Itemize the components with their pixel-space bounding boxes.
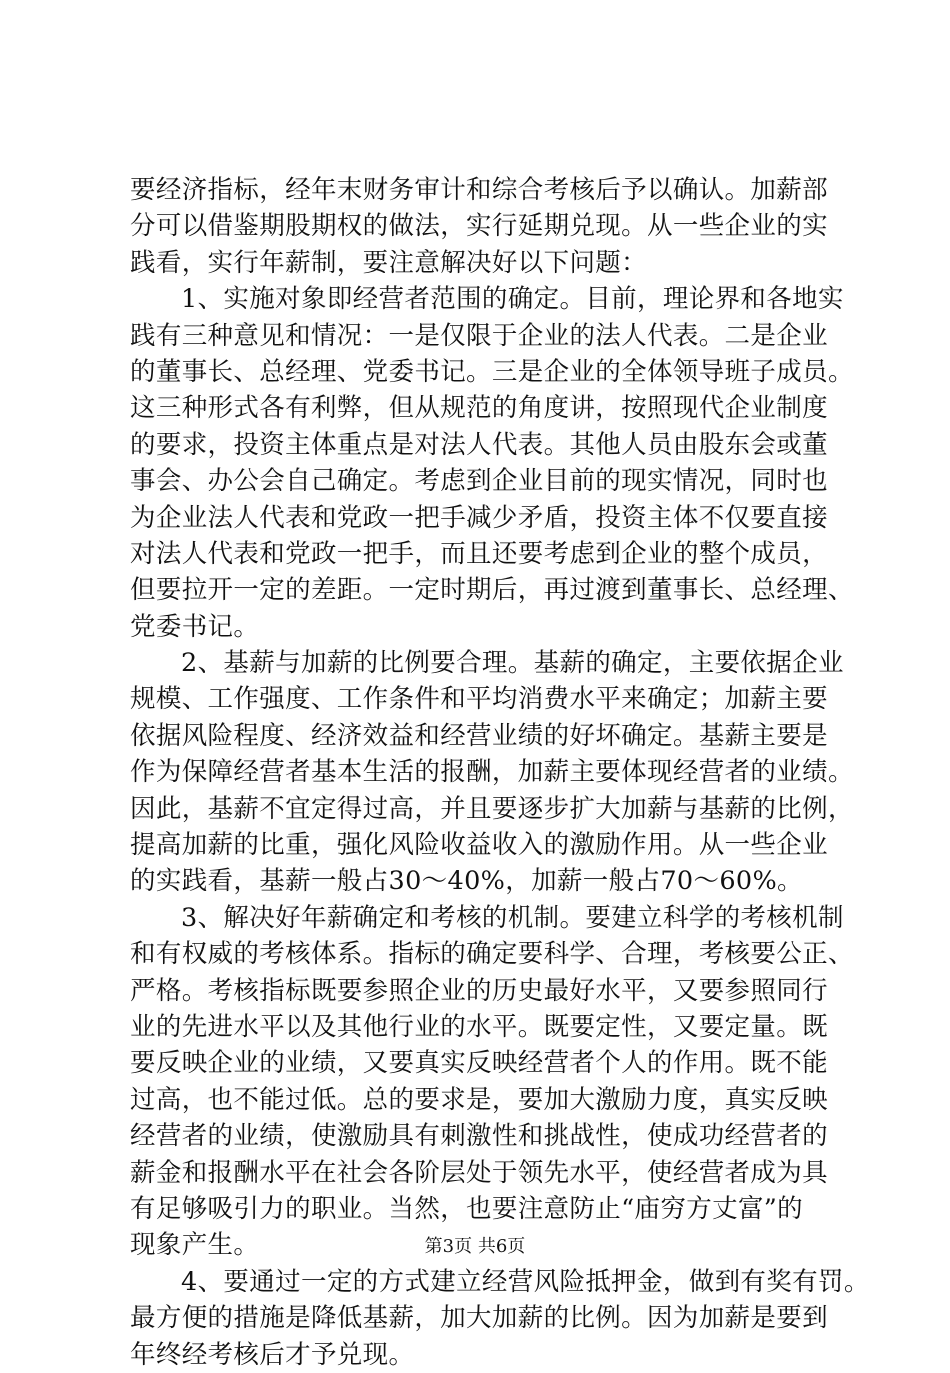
text-line: 分可以借鉴期股期权的做法，实行延期兑现。从一些企业的实 bbox=[130, 211, 828, 242]
paragraph-4-start: 4、要通过一定的方式建立经营风险抵押金，做到有奖有罚。 bbox=[181, 1266, 870, 1297]
text-line: 提高加薪的比重，强化风险收益收入的激励作用。从一些企业 bbox=[130, 830, 828, 861]
paragraph-2-start: 2、基薪与加薪的比例要合理。基薪的确定，主要依据企业 bbox=[181, 648, 844, 679]
text-line: 作为保障经营者基本生活的报酬，加薪主要体现经营者的业绩。 bbox=[130, 757, 854, 788]
text-line: 对法人代表和党政一把手，而且还要考虑到企业的整个成员， bbox=[130, 538, 828, 569]
text-line: 薪金和报酬水平在社会各阶层处于领先水平，使经营者成为具 bbox=[130, 1157, 828, 1188]
text-line: 年终经考核后才予兑现。 bbox=[130, 1339, 415, 1370]
paragraph-3-start: 3、解决好年薪确定和考核的机制。要建立科学的考核机制 bbox=[181, 902, 844, 933]
text-line: 规模、工作强度、工作条件和平均消费水平来确定；加薪主要 bbox=[130, 684, 828, 715]
text-line: 践有三种意见和情况：一是仅限于企业的法人代表。二是企业 bbox=[130, 320, 828, 351]
text-line: 践看，实行年薪制，要注意解决好以下问题： bbox=[130, 247, 648, 278]
text-line: 的实践看，基薪一般占30～40%，加薪一般占70～60%。 bbox=[130, 866, 803, 897]
text-line: 事会、办公会自己确定。考虑到企业目前的现实情况，同时也 bbox=[130, 466, 828, 497]
text-line: 和有权威的考核体系。指标的确定要科学、合理，考核要公正、 bbox=[130, 939, 854, 970]
text-line: 党委书记。 bbox=[130, 611, 260, 642]
page-number-label: 第3页 共6页 bbox=[424, 1236, 526, 1257]
paragraph-1-start: 1、实施对象即经营者范围的确定。目前，理论界和各地实 bbox=[181, 284, 844, 315]
text-line: 过高，也不能过低。总的要求是，要加大激励力度，真实反映 bbox=[130, 1084, 828, 1115]
text-line: 经营者的业绩，使激励具有刺激性和挑战性，使成功经营者的 bbox=[130, 1121, 828, 1152]
text-line: 这三种形式各有利弊，但从规范的角度讲，按照现代企业制度 bbox=[130, 393, 828, 424]
text-line: 要经济指标，经年末财务审计和综合考核后予以确认。加薪部 bbox=[130, 175, 828, 205]
text-line: 的要求，投资主体重点是对法人代表。其他人员由股东会或董 bbox=[130, 429, 828, 460]
text-line: 但要拉开一定的差距。一定时期后，再过渡到董事长、总经理、 bbox=[130, 575, 854, 606]
text-line: 为企业法人代表和党政一把手减少矛盾，投资主体不仅要直接 bbox=[130, 502, 828, 533]
text-line: 业的先进水平以及其他行业的水平。既要定性，又要定量。既 bbox=[130, 1011, 828, 1042]
text-line: 因此，基薪不宜定得过高，并且要逐步扩大加薪与基薪的比例， bbox=[130, 793, 854, 824]
text-line: 现象产生。 bbox=[130, 1230, 260, 1261]
text-line: 的董事长、总经理、党委书记。三是企业的全体领导班子成员。 bbox=[130, 356, 854, 387]
text-line: 严格。考核指标既要参照企业的历史最好水平，又要参照同行 bbox=[130, 975, 828, 1006]
text-line: 要反映企业的业绩，又要真实反映经营者个人的作用。既不能 bbox=[130, 1048, 828, 1079]
text-line: 最方便的措施是降低基薪，加大加薪的比例。因为加薪是要到 bbox=[130, 1303, 828, 1334]
text-line: 有足够吸引力的职业。当然，也要注意防止“庙穷方丈富”的 bbox=[130, 1193, 804, 1224]
document-body bbox=[130, 172, 870, 1373]
text-line: 依据风险程度、经济效益和经营业绩的好坏确定。基薪主要是 bbox=[130, 720, 828, 751]
page-footer bbox=[0, 1235, 950, 1259]
